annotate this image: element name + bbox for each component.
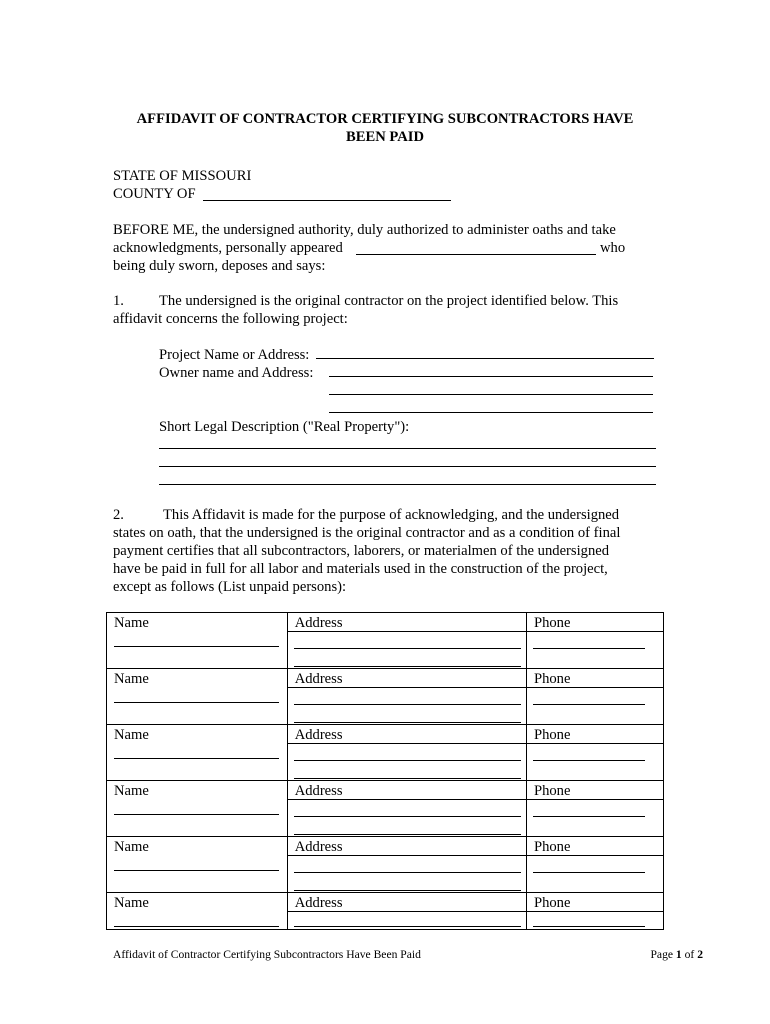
footer-title: Affidavit of Contractor Certifying Subcontractors Have Been Paid: [113, 948, 421, 961]
address-blank-line-1[interactable]: [294, 872, 521, 873]
address-divider: [287, 799, 528, 800]
para2-number: 2.: [113, 507, 124, 523]
name-blank-line[interactable]: [114, 814, 279, 815]
legal-blank-line-2[interactable]: [159, 466, 656, 467]
name-blank-line[interactable]: [114, 758, 279, 759]
name-cell[interactable]: [107, 725, 288, 781]
before-me-line-3: being duly sworn, deposes and says:: [113, 258, 326, 274]
before-me-line-1: BEFORE ME, the undersigned authority, duly authorized to administer oaths and take: [113, 222, 616, 238]
phone-cell[interactable]: [526, 725, 663, 781]
name-cell[interactable]: [107, 837, 288, 893]
address-divider: [287, 631, 528, 632]
page-of: of: [684, 948, 695, 961]
address-label: Address: [294, 727, 343, 743]
name-blank-line[interactable]: [114, 646, 279, 647]
address-blank-line-1[interactable]: [294, 648, 521, 649]
phone-cell[interactable]: [526, 669, 663, 725]
name-label: Name: [114, 839, 149, 855]
para1-line-1: The undersigned is the original contractor on the project identified below. This: [159, 293, 619, 309]
before-me-line-2-end: who: [600, 240, 626, 256]
name-label: Name: [114, 671, 149, 687]
owner-blank-line-2[interactable]: [329, 394, 653, 395]
phone-cell[interactable]: [526, 781, 663, 837]
address-label: Address: [294, 839, 343, 855]
address-blank-line-2[interactable]: [294, 778, 521, 779]
address-divider: [287, 687, 528, 688]
phone-blank-line[interactable]: [533, 816, 645, 817]
para1-number: 1.: [113, 293, 124, 309]
phone-blank-line[interactable]: [533, 648, 645, 649]
para2-line-3: payment certifies that all subcontractors, laborers, or materialmen of the undersigned: [113, 543, 610, 559]
name-label: Name: [114, 895, 149, 911]
para2-line-1: This Affidavit is made for the purpose of acknowledging, and the undersigned: [163, 507, 620, 523]
phone-label: Phone: [533, 895, 571, 911]
address-cell[interactable]: [287, 781, 526, 837]
address-blank-line-1[interactable]: [294, 760, 521, 761]
phone-blank-line[interactable]: [533, 704, 645, 705]
table-row: [107, 781, 664, 837]
table-row: [107, 613, 664, 669]
name-blank-line[interactable]: [114, 870, 279, 871]
name-cell[interactable]: [107, 893, 288, 930]
name-cell[interactable]: [107, 781, 288, 837]
address-divider: [287, 855, 528, 856]
address-blank-line-1[interactable]: [294, 926, 521, 927]
name-cell[interactable]: [107, 669, 288, 725]
para1-line-2: affidavit concerns the following project:: [113, 311, 348, 327]
address-label: Address: [294, 671, 343, 687]
address-cell[interactable]: [287, 893, 526, 930]
address-label: Address: [294, 783, 343, 799]
page-number: [650, 947, 703, 963]
phone-blank-line[interactable]: [533, 926, 645, 927]
phone-cell[interactable]: [526, 893, 663, 930]
table-row: [107, 893, 664, 930]
owner-blank-line-1[interactable]: [329, 376, 653, 377]
address-cell[interactable]: [287, 837, 526, 893]
table-row: [107, 669, 664, 725]
address-label: Address: [294, 895, 343, 911]
state-line: STATE OF MISSOURI: [113, 168, 252, 184]
phone-label: Phone: [533, 615, 571, 631]
owner-label: Owner name and Address:: [159, 365, 314, 381]
phone-label: Phone: [533, 839, 571, 855]
phone-divider: [526, 631, 664, 632]
phone-divider: [526, 743, 664, 744]
title-line-2: BEEN PAID: [346, 129, 424, 145]
name-label: Name: [114, 783, 149, 799]
name-blank-line[interactable]: [114, 926, 279, 927]
table-row: [107, 725, 664, 781]
phone-blank-line[interactable]: [533, 872, 645, 873]
phone-cell[interactable]: [526, 613, 663, 669]
phone-label: Phone: [533, 783, 571, 799]
phone-divider: [526, 911, 664, 912]
address-blank-line-2[interactable]: [294, 666, 521, 667]
county-label: COUNTY OF: [113, 186, 196, 202]
name-blank-line[interactable]: [114, 702, 279, 703]
before-me-line-2-start: acknowledgments, personally appeared: [113, 240, 343, 256]
address-blank-line-2[interactable]: [294, 890, 521, 891]
project-name-label: Project Name or Address:: [159, 347, 310, 363]
name-label: Name: [114, 615, 149, 631]
address-blank-line-1[interactable]: [294, 816, 521, 817]
unpaid-persons-table: [106, 612, 664, 930]
page-prefix: Page: [650, 948, 674, 961]
name-cell[interactable]: [107, 613, 288, 669]
phone-cell[interactable]: [526, 837, 663, 893]
title-line-1: AFFIDAVIT OF CONTRACTOR CERTIFYING SUBCONTRACTORS HAVE: [136, 111, 634, 127]
phone-label: Phone: [533, 671, 571, 687]
legal-blank-line-1[interactable]: [159, 448, 656, 449]
county-blank-line[interactable]: [203, 200, 451, 201]
phone-divider: [526, 855, 664, 856]
project-name-blank-line[interactable]: [316, 358, 654, 359]
table-row: [107, 837, 664, 893]
address-blank-line-2[interactable]: [294, 834, 521, 835]
legal-description-label: Short Legal Description ("Real Property"):: [159, 419, 410, 435]
owner-blank-line-3[interactable]: [329, 412, 653, 413]
phone-blank-line[interactable]: [533, 760, 645, 761]
phone-divider: [526, 687, 664, 688]
page-total: 2: [697, 948, 703, 961]
para2-line-4: have be paid in full for all labor and materials used in the construction of the project,: [113, 561, 608, 577]
address-cell[interactable]: [287, 669, 526, 725]
document-title: [113, 110, 657, 146]
phone-divider: [526, 799, 664, 800]
phone-label: Phone: [533, 727, 571, 743]
address-blank-line-1[interactable]: [294, 704, 521, 705]
address-cell[interactable]: [287, 725, 526, 781]
page-current: 1: [675, 948, 682, 961]
address-cell[interactable]: [287, 613, 526, 669]
para2-line-5: except as follows (List unpaid persons):: [113, 579, 347, 595]
address-divider: [287, 911, 528, 912]
address-label: Address: [294, 615, 343, 631]
name-label: Name: [114, 727, 149, 743]
para2-line-2: states on oath, that the undersigned is the original contractor and as a condition of final: [113, 525, 621, 541]
affiant-name-blank-line[interactable]: [356, 254, 596, 255]
address-divider: [287, 743, 528, 744]
address-blank-line-2[interactable]: [294, 722, 521, 723]
legal-blank-line-3[interactable]: [159, 484, 656, 485]
